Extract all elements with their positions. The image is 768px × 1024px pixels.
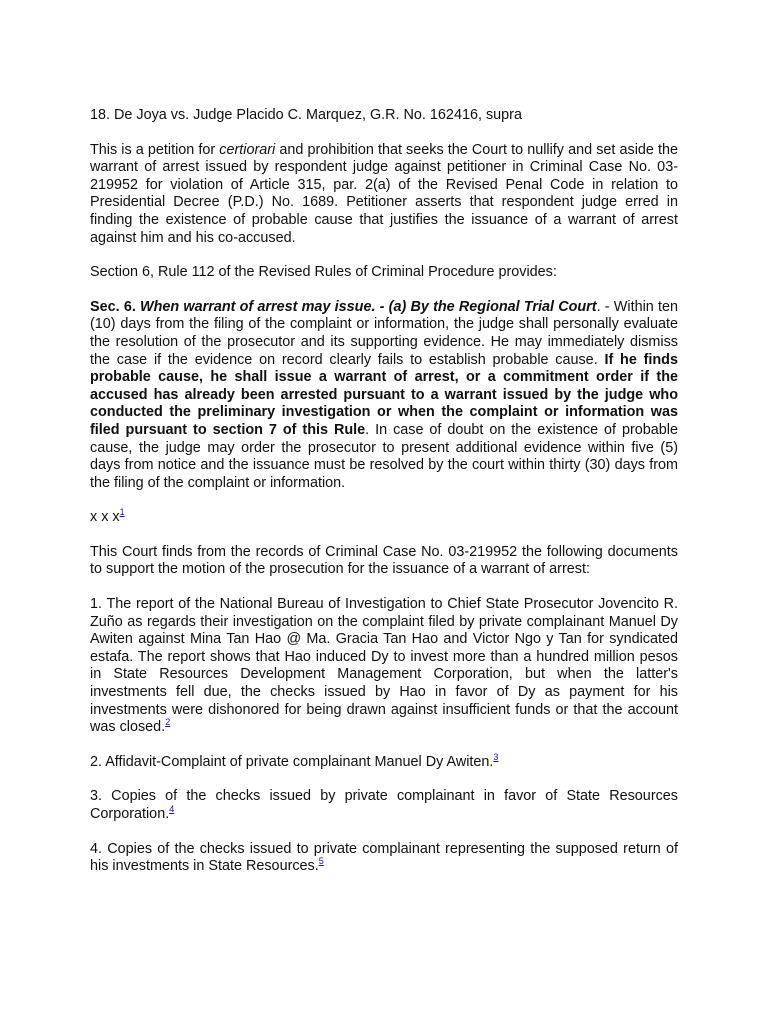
footnote-ref-3 [493,752,498,762]
section-text-1: . - Within ten (10) days from the filing of the complaint or information, the judge shall personally evaluate the resolution of the prosecutor and its supporting evidence. He may immediately dismiss the case if the evidence on record clearly fails to establish probable cause. [90,298,678,368]
document-item-3 [90,788,678,823]
section-title: When warrant of arrest may issue. - (a) By the Regional Trial Court [140,298,597,315]
footnote-ref-2 [165,717,170,727]
section-bold-text: If he finds probable cause, he shall issue a warrant of arrest, or a commitment order if the accused has already been arrested pursuant to a warrant issued by the judge who conducted the preliminary investigation or when the complaint or information was filed pursuant to section 7 of this Rule [90,351,678,438]
footnote-ref-1 [120,507,125,517]
section-6-paragraph [90,299,678,493]
findings-paragraph: This Court finds from the records of Criminal Case No. 03-219952 the following documents to support the motion of the prosecution for the issuance of a warrant of arrest: [90,543,678,578]
document-item-2-text: 2. Affidavit-Complaint of private complainant Manuel Dy Awiten. [90,753,494,770]
footnote-link-4[interactable]: 4 [169,804,175,814]
footnote-link-1[interactable]: 1 [119,507,125,518]
petition-text-post: and prohibition that seeks the Court to nullify and set aside the warrant of arrest issued by respondent judge against petitioner in Criminal Case No. 03-219952 for violation of Article 315, par. 2(a) of the Revised Penal Code in relation to Presidential Decree (P.D.) No. 1689. Petitioner asserts that respondent judge erred in finding the existence of probable cause that justifies the issuance of a warrant of arrest against him and his co-accused. [90,141,678,246]
certiorari-term: certiorari [219,141,276,158]
document-item-1-text: 1. The report of the National Bureau of Investigation to Chief State Prosecutor Jovencito R. Zuño as regards their investigation on the complaint filed by private complainant Manuel Dy Awiten against Mina Tan Hao @ Ma. Gracia Tan Hao and Victor Ngo y Tan for syndicated estafa. The report shows that Hao induced Dy to invest more than a hundred million pesos in State Resources Development Management Corporation, but when the latter's investments fell due, the checks issued by Hao in favor of Dy as payment for his investments were dishonored for being drawn against insufficient funds or that the account was closed. [90,596,678,736]
footnote-link-5[interactable]: 5 [318,856,324,867]
footnote-ref-4 [169,804,174,814]
rule-intro-paragraph: Section 6, Rule 112 of the Revised Rules of Criminal Procedure provides: [90,264,557,281]
footnote-ref-5 [319,856,324,866]
ellipsis-paragraph [90,509,678,527]
ellipsis-text: x x x [90,509,120,526]
document-item-4-text: 4. Copies of the checks issued to private complainant representing the supposed return of his investments in State Resources. [90,840,678,875]
petition-paragraph [90,142,678,248]
section-label: Sec. 6. [90,298,136,315]
footnote-link-2[interactable]: 2 [165,717,171,728]
document-item-2 [90,751,678,772]
document-item-3-text: 3. Copies of the checks issued by private complainant in favor of State Resources Corporation. [90,788,678,822]
footnote-link-3[interactable]: 3 [493,751,499,762]
section-text-2: . In case of doubt on the existence of probable cause, the judge may order the prosecutor to present additional evidence within five (5) days from notice and the issuance must be resolved by the court within thirty (30) days from the filing of the complaint or information. [90,421,678,491]
petition-text-pre: This is a petition for [90,141,220,158]
document-item-1 [90,596,678,737]
document-item-4 [90,841,678,876]
case-heading: 18. De Joya vs. Judge Placido C. Marquez, G.R. No. 162416, supra [90,107,522,123]
